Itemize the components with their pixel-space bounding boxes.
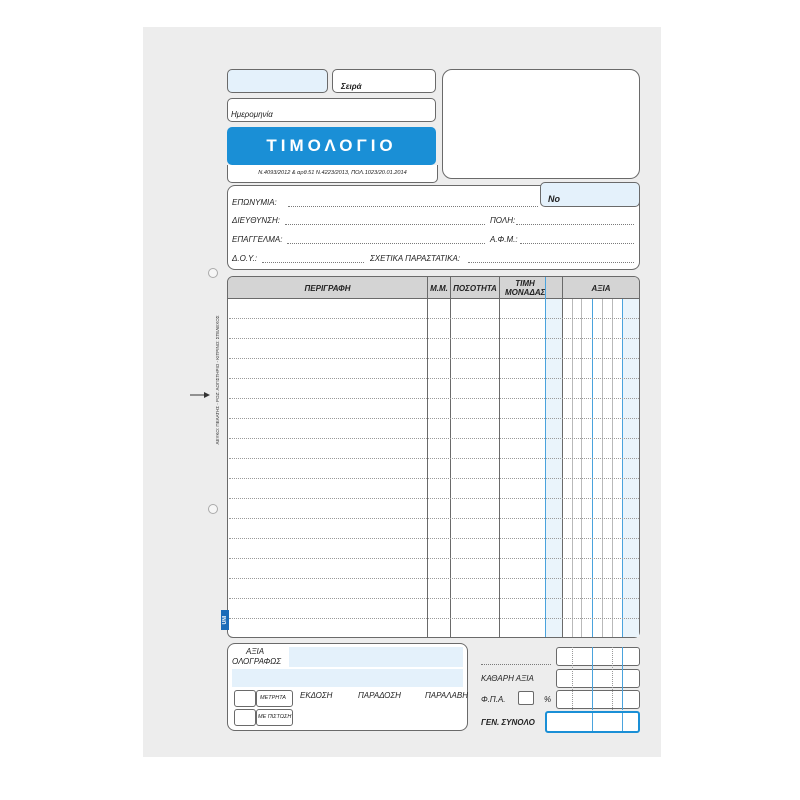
table-row[interactable]	[229, 498, 639, 499]
table-row[interactable]	[229, 618, 639, 619]
invoice-number-label: No	[548, 194, 560, 204]
copy-distribution-text: ΛΕΥΚΟ: ΠΕΛΑΤΗΣ - ΡΟΖ: ΛΟΓΙΣΤΗΡΙΟ - ΚΙΤΡΙΝΟ: ΣΤΕΛΕΧΟΣ	[215, 315, 220, 445]
related-docs-label: ΣΧΕΤΙΚΑ ΠΑΡΑΣΤΑΤΙΚΑ:	[370, 254, 461, 263]
profession-line[interactable]	[287, 243, 485, 244]
name-line[interactable]	[288, 206, 538, 207]
vat-amount-field[interactable]	[556, 690, 640, 709]
binding-hole-top	[208, 268, 218, 278]
doy-line[interactable]	[262, 262, 364, 263]
col-description: ΠΕΡΙΓΡΑΦΗ	[304, 284, 351, 293]
amount-words-field[interactable]	[289, 647, 463, 667]
receipt-label: ΠΑΡΑΛΑΒΗ	[425, 691, 468, 700]
doy-label: Δ.Ο.Υ.:	[232, 254, 258, 263]
series-label: Σειρά	[341, 82, 362, 91]
address-line[interactable]	[285, 224, 485, 225]
amount-words-label-1: ΑΞΙΑ	[246, 647, 265, 656]
totals-divider	[572, 647, 573, 710]
table-row[interactable]	[229, 418, 639, 419]
amount-words-label-2: ΟΛΟΓΡΑΦΩΣ	[232, 657, 282, 666]
payment-cash-checkbox[interactable]	[234, 690, 256, 707]
net-amount-field[interactable]	[556, 669, 640, 688]
address-label: ΔΙΕΥΘΥΝΣΗ:	[232, 216, 280, 225]
table-row[interactable]	[229, 538, 639, 539]
afm-label: Α.Φ.Μ.:	[490, 235, 518, 244]
sep-value-d	[602, 299, 603, 637]
col-quantity: ΠΟΣΟΤΗΤΑ	[453, 284, 497, 293]
table-row[interactable]	[229, 438, 639, 439]
total-divider	[592, 713, 593, 731]
fold-arrow-icon	[190, 386, 210, 394]
city-line[interactable]	[516, 224, 634, 225]
table-row[interactable]	[229, 458, 639, 459]
payment-credit-label: ΜΕ ΠΙΣΤΩΣΗ	[258, 714, 292, 720]
table-row[interactable]	[229, 398, 639, 399]
grand-total-label: ΓΕΝ. ΣΥΝΟΛΟ	[481, 718, 535, 727]
table-row[interactable]	[229, 378, 639, 379]
col-unit-price: ΤΙΜΗ ΜΟΝΑΔΑΣ	[505, 279, 546, 297]
brand-logo-text: UNI	[222, 615, 228, 625]
series-number-box[interactable]	[227, 69, 328, 93]
vat-rate-field[interactable]	[518, 691, 534, 705]
city-label: ΠΟΛΗ:	[490, 216, 516, 225]
totals-divider	[612, 647, 613, 710]
table-row[interactable]	[229, 558, 639, 559]
value-decimal-band	[622, 299, 639, 637]
totals-divider	[622, 647, 623, 710]
items-table	[227, 276, 640, 638]
sep-value	[562, 277, 563, 637]
total-divider	[622, 713, 623, 731]
table-row[interactable]	[229, 518, 639, 519]
totals-separator	[481, 664, 551, 665]
vat-label: Φ.Π.Α.	[481, 695, 506, 704]
afm-line[interactable]	[520, 243, 634, 244]
law-reference: Ν.4093/2012 & αρθ.51 Ν.4223/2013, ΠΟΛ.1023/20.01.2014	[227, 165, 438, 183]
payment-credit-checkbox[interactable]	[234, 709, 256, 726]
table-row[interactable]	[229, 338, 639, 339]
col-value: ΑΞΙΑ	[591, 284, 611, 293]
payment-cash-label: ΜΕΤΡΗΤΑ	[260, 695, 286, 701]
sep-unit	[427, 277, 428, 637]
sep-value-b	[581, 299, 582, 637]
name-label: ΕΠΩΝΥΜΙΑ:	[232, 198, 277, 207]
sep-value-cents	[622, 299, 623, 637]
vat-percent-label: %	[544, 695, 552, 704]
profession-label: ΕΠΑΓΓΕΛΜΑ:	[232, 235, 283, 244]
table-row[interactable]	[229, 598, 639, 599]
sep-value-e	[612, 299, 613, 637]
price-decimal-band	[545, 299, 562, 637]
amount-words-field-2[interactable]	[232, 669, 463, 687]
table-row[interactable]	[229, 318, 639, 319]
col-unit: Μ.Μ.	[430, 284, 448, 293]
issuer-stamp-box	[442, 69, 640, 179]
sep-price-cents	[545, 277, 546, 637]
table-row[interactable]	[229, 478, 639, 479]
table-row[interactable]	[229, 358, 639, 359]
net-amount-label: ΚΑΘΑΡΗ ΑΞΙΑ	[481, 674, 534, 683]
issue-label: ΕΚΔΟΣΗ	[300, 691, 333, 700]
sep-quantity	[450, 277, 451, 637]
sep-price	[499, 277, 500, 637]
table-row[interactable]	[229, 578, 639, 579]
sep-value-a	[572, 299, 573, 637]
binding-hole-bottom	[208, 504, 218, 514]
totals-divider	[592, 647, 593, 710]
sep-value-c	[592, 299, 593, 637]
delivery-label: ΠΑΡΑΔΟΣΗ	[358, 691, 401, 700]
totals-top-field[interactable]	[556, 647, 640, 666]
related-docs-line[interactable]	[468, 262, 634, 263]
document-title: ΤΙΜΟΛΟΓΙΟ	[227, 127, 436, 165]
date-label: Ημερομηνία	[231, 110, 273, 119]
